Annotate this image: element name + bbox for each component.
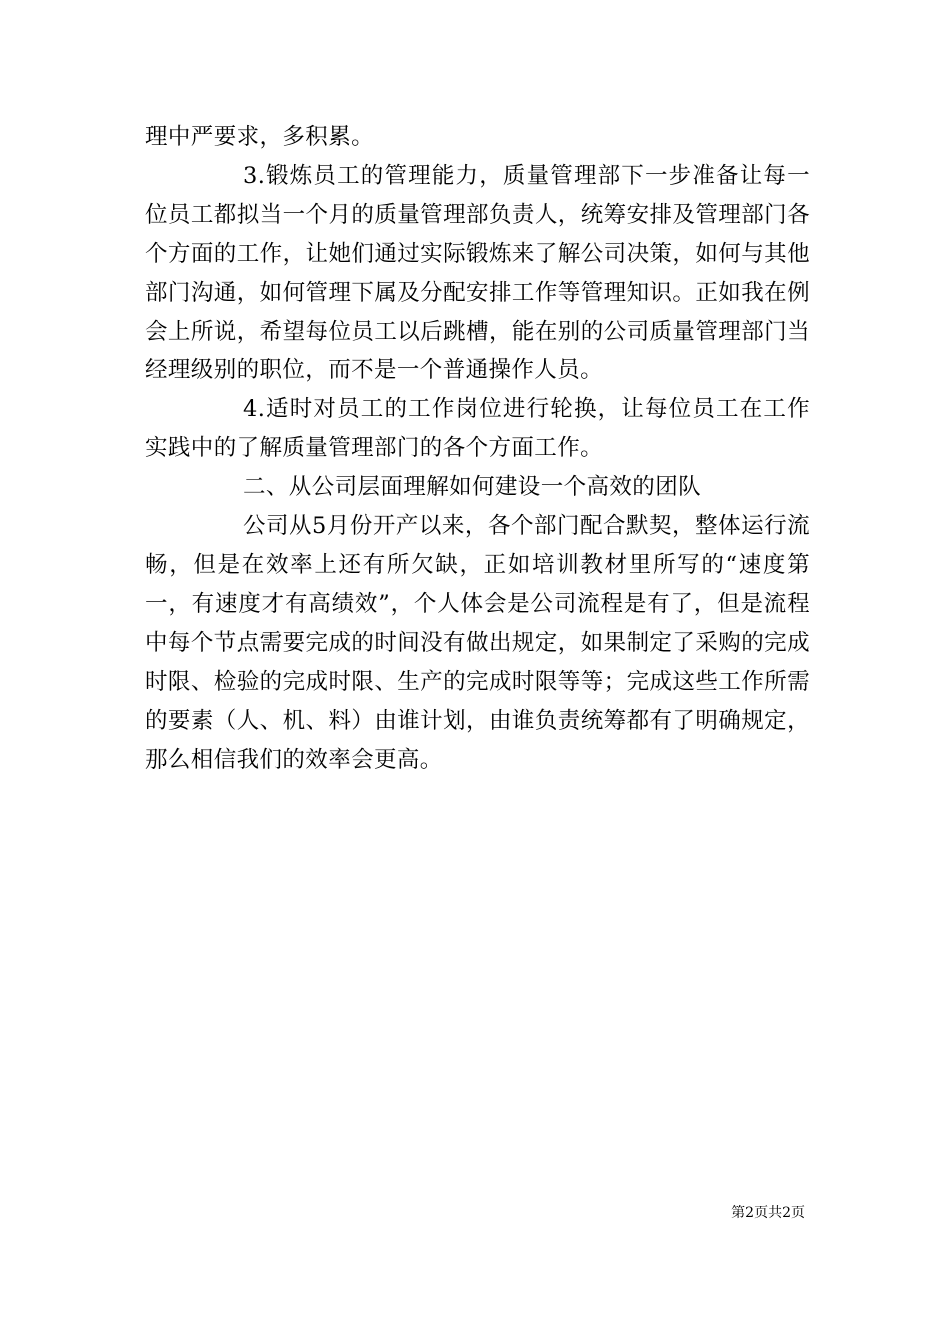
paragraph-company-level: 公司从5月份开产以来，各个部门配合默契，整体运行流畅，但是在效率上还有所欠缺，正如培训教材里所写的“速度第一，有速度才有高绩效”，个人体会是公司流程是有了，但是流程中每个节点需要完成的时间没有做出规定，如果制定了采购的完成时限、检验的完成时限、生产的完成时限等等；完成这些工作所需的要素（人、机、料）由谁计划，由谁负责统筹都有了明确规定，那么相信我们的效率会更高。 [145,513,810,773]
paragraph-item-4: 4.适时对员工的工作岗位进行轮换，让每位员工在工作实践中的了解质量管理部门的各个方面工作。 [145,396,810,462]
paragraph-item-3: 3.锻炼员工的管理能力，质量管理部下一步准备让每一位员工都拟当一个月的质量管理部负责人，统筹安排及管理部门各个方面的工作，让她们通过实际锻炼来了解公司决策，如何与其他部门沟通，如何管理下属及分配安排工作等管理知识。正如我在例会上所说，希望每位员工以后跳槽，能在别的公司质量管理部门当经理级别的职位，而不是一个普通操作人员。 [145,162,810,384]
page-footer: 第2页共2页 [731,1205,805,1221]
document-body [145,118,810,779]
section-heading: 二、从公司层面理解如何建设一个高效的团队 [243,474,702,501]
paragraph-continuation: 理中严要求，多积累。 [145,124,375,150]
